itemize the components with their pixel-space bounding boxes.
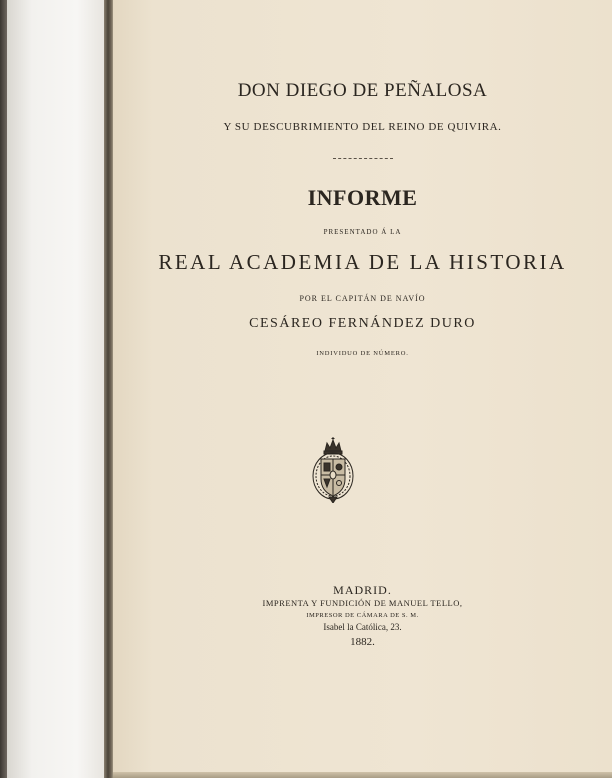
author-role: INDIVIDUO DE NÚMERO.: [316, 350, 409, 357]
institution-name: REAL ACADEMIA DE LA HISTORIA: [158, 250, 567, 274]
flyleaf-page: [7, 0, 107, 778]
book-edge: [0, 0, 7, 778]
presented-to-line: PRESENTADO Á LA: [323, 228, 402, 236]
decorative-rule: [333, 158, 393, 159]
page-edge-shadow: [113, 772, 612, 778]
author-name: CESÁREO FERNÁNDEZ DURO: [249, 316, 476, 331]
title-page: [113, 0, 612, 778]
imprint-printer-role: IMPRESOR DE CÁMARA DE S. M.: [306, 612, 419, 619]
imprint-printer: IMPRENTA Y FUNDICIÓN DE MANUEL TELLO,: [262, 598, 463, 608]
coat-of-arms-emblem: [309, 437, 357, 503]
book-title: DON DIEGO DE PEÑALOSA: [237, 80, 488, 101]
imprint-city: MADRID.: [333, 583, 392, 597]
book-subtitle: Y SU DESCUBRIMIENTO DEL REINO DE QUIVIRA.: [223, 121, 502, 133]
heading-informe: INFORME: [307, 185, 418, 210]
imprint-year: 1882.: [350, 636, 375, 648]
imprint-address: Isabel la Católica, 23.: [323, 622, 402, 632]
author-rank: POR EL CAPITÁN DE NAVÍO: [299, 294, 426, 303]
